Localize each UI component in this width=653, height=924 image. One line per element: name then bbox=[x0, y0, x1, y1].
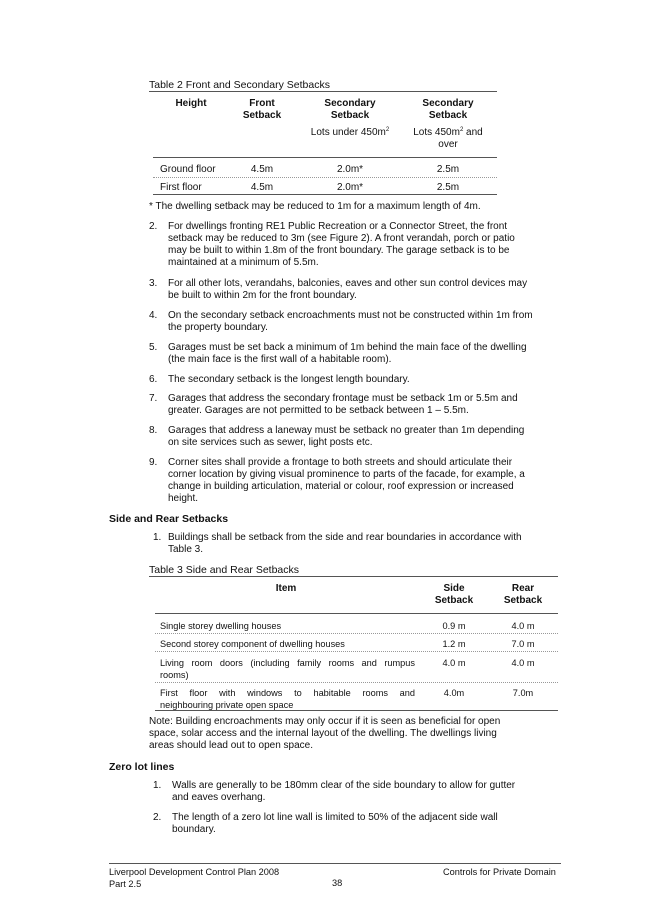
table2-caption: Table 2 Front and Secondary Setbacks bbox=[149, 79, 330, 91]
table3-item-cell: Living room doors (including family rooms and rumpus rooms) bbox=[160, 658, 415, 680]
table2-cell: 2.5m bbox=[436, 164, 460, 175]
table2-cell: 4.5m bbox=[250, 164, 274, 175]
table3-cell: 7.0 m bbox=[511, 639, 535, 649]
page-number: 38 bbox=[332, 878, 343, 888]
list-number: 4. bbox=[149, 310, 158, 321]
table3-row-divider bbox=[155, 651, 558, 652]
table3-cell: 4.0 m bbox=[511, 658, 535, 668]
list-number: 2. bbox=[149, 221, 158, 232]
table3-cell: 4.0 m bbox=[442, 658, 466, 668]
footer-right: Controls for Private Domain bbox=[443, 867, 556, 877]
table2-cell: 2.0m* bbox=[336, 164, 364, 175]
table3-cell: 7.0m bbox=[512, 688, 534, 698]
list-item: On the secondary setback encroachments must not be constructed within 1m from the property boundary. bbox=[168, 310, 533, 333]
list-number: 5. bbox=[149, 342, 158, 353]
list-item: The secondary setback is the longest length boundary. bbox=[168, 374, 410, 385]
list-item: Garages that address a laneway must be setback no greater than 1m depending on site services such as sewer, light posts etc. bbox=[168, 425, 525, 448]
table3-header-item: Item bbox=[275, 583, 297, 594]
table3-row-divider bbox=[155, 633, 558, 634]
list-number: 8. bbox=[149, 425, 158, 436]
table3-cell: 4.0 m bbox=[511, 621, 535, 631]
footer-left: Liverpool Development Control Plan 2008 Part 2.5 bbox=[109, 867, 280, 889]
side-rear-heading: Side and Rear Setbacks bbox=[109, 513, 229, 525]
table2-sub-under: Lots under $450m^2$ bbox=[310, 127, 390, 138]
list-item: Corner sites shall provide a frontage to both streets and should articulate their corner location by giving visual prominence to parts of the facade, for example, a change in building articulation, material or colour, roof expression or increased height. bbox=[168, 457, 525, 504]
table3-item-cell: Single storey dwelling houses bbox=[160, 621, 282, 631]
table3-cell: 0.9 m bbox=[442, 621, 466, 631]
table2-row-divider bbox=[153, 177, 497, 178]
table3-cell: 4.0m bbox=[443, 688, 465, 698]
table2-header-secondary-under: Secondary Setback bbox=[324, 98, 376, 121]
table2-top-rule bbox=[149, 91, 497, 92]
footer-rule bbox=[109, 863, 561, 864]
table2-header-secondary-over: Secondary Setback bbox=[422, 98, 474, 121]
table3-header-side: Side Setback bbox=[434, 583, 474, 606]
zero-lot-heading: Zero lot lines bbox=[109, 761, 175, 773]
table2-cell: 2.0m* bbox=[336, 182, 364, 193]
table2-header-front: Front Setback bbox=[242, 98, 282, 121]
table3-top-rule bbox=[149, 576, 558, 577]
table2-header-height: Height bbox=[175, 98, 207, 109]
list-item: Garages that address the secondary frontage must be setback 1m or 5.5m and greater. Garages are not permitted to be setback between 1 – 5.5m. bbox=[168, 393, 518, 416]
list-number: 2. bbox=[153, 812, 162, 823]
table2-row-label: First floor bbox=[160, 182, 202, 193]
list-number: 1. bbox=[153, 532, 162, 543]
table3-caption: Table 3 Side and Rear Setbacks bbox=[149, 564, 300, 576]
list-number: 9. bbox=[149, 457, 158, 468]
table2-row-label: Ground floor bbox=[160, 164, 216, 175]
list-number: 3. bbox=[149, 278, 158, 289]
table3-item-cell: First floor with windows to habitable rooms and neighbouring private open space bbox=[160, 688, 415, 710]
table2-cell: 2.5m bbox=[436, 182, 460, 193]
table3-header-rear: Rear Setback bbox=[503, 583, 543, 606]
table3-cell: 1.2 m bbox=[442, 639, 466, 649]
list-item: Walls are generally to be 180mm clear of the side boundary to allow for gutter and eaves overhang. bbox=[172, 780, 516, 803]
list-item: For all other lots, verandahs, balconies, eaves and other sun control devices may be built to within 2m for the front boundary. bbox=[168, 278, 528, 301]
table2-bottom-rule bbox=[153, 194, 497, 195]
table3-header-rule bbox=[155, 613, 558, 614]
table3-bottom-rule bbox=[155, 710, 558, 711]
list-item: Garages must be set back a minimum of 1m behind the main face of the dwelling (the main face is the first wall of a habitable room). bbox=[168, 342, 527, 365]
list-item: Buildings shall be setback from the side and rear boundaries in accordance with Table 3. bbox=[168, 532, 522, 555]
table2-footnote: * The dwelling setback may be reduced to 1m for a maximum length of 4m. bbox=[149, 201, 481, 212]
list-item: For dwellings fronting RE1 Public Recreation or a Connector Street, the front setback may be reduced to 3m (see Figure 2). A front verandah, porch or patio may be built to within 1.8m of the front boundary. The garage setback is to be maintained at a minimum of 5.5m. bbox=[168, 221, 515, 268]
list-number: 7. bbox=[149, 393, 158, 404]
table3-note: Note: Building encroachments may only occur if it is seen as beneficial for open space, solar access and the internal layout of the dwelling. The dwellings living areas should lead out to open space. bbox=[149, 716, 501, 751]
list-number: 1. bbox=[153, 780, 162, 791]
table3-row-divider bbox=[155, 682, 558, 683]
table2-header-rule bbox=[153, 157, 497, 158]
table2-sub-over: Lots $450m^2$ and over bbox=[413, 127, 483, 150]
table3-item-cell: Second storey component of dwelling houses bbox=[160, 639, 345, 649]
table2-cell: 4.5m bbox=[250, 182, 274, 193]
list-item: The length of a zero lot line wall is limited to 50% of the adjacent side wall boundary. bbox=[172, 812, 498, 835]
list-number: 6. bbox=[149, 374, 158, 385]
